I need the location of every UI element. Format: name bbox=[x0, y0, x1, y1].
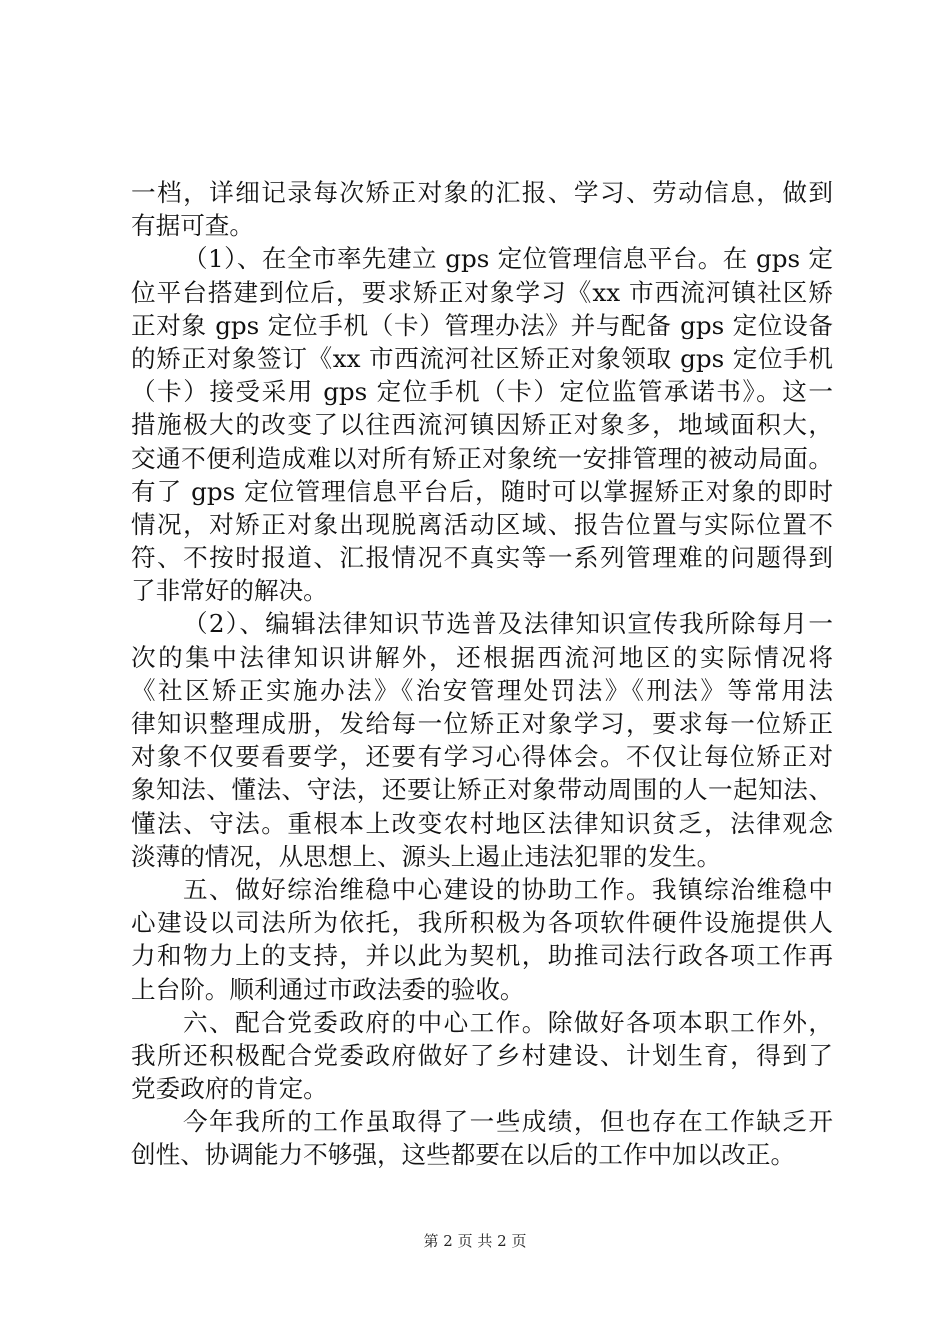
paragraph-line: 懂法、守法。重根本上改变农村地区法律知识贫乏，法律观念 bbox=[131, 808, 833, 838]
paragraph-line: 力和物力上的支持，并以此为契机，助推司法行政各项工作再 bbox=[131, 941, 833, 971]
paragraph-line: 淡薄的情况，从思想上、源头上遏止违法犯罪的发生。 bbox=[131, 841, 722, 871]
paragraph-line: 上台阶。顺利通过市政法委的验收。 bbox=[131, 974, 525, 1004]
page-footer: 第 2 页 共 2 页 bbox=[423, 1232, 527, 1250]
paragraph-line: 符、不按时报道、汇报情况不真实等一系列管理难的问题得到 bbox=[131, 543, 833, 573]
paragraph-line: 党委政府的肯定。 bbox=[131, 1074, 328, 1104]
paragraph-line: （1）、在全市率先建立 gps 定位管理信息平台。在 gps 定 bbox=[183, 244, 833, 274]
paragraph bbox=[131, 242, 833, 607]
paragraph-line: 有了 gps 定位管理信息平台后，随时可以掌握矫正对象的即时 bbox=[131, 476, 833, 506]
paragraph-line: 正对象 gps 定位手机（卡）管理办法》并与配备 gps 定位设备 bbox=[131, 310, 833, 340]
paragraph-line: 《社区矫正实施办法》《治安管理处罚法》《刑法》等常用法 bbox=[131, 675, 833, 705]
paragraph-line: 有据可查。 bbox=[131, 211, 254, 241]
paragraph-line: 措施极大的改变了以往西流河镇因矫正对象多，地域面积大， bbox=[131, 410, 833, 440]
paragraph-line: 情况，对矫正对象出现脱离活动区域、报告位置与实际位置不 bbox=[131, 509, 833, 539]
paragraph-line: 六、配合党委政府的中心工作。除做好各项本职工作外， bbox=[183, 1007, 833, 1037]
paragraph-line: 一档，详细记录每次矫正对象的汇报、学习、劳动信息，做到 bbox=[131, 178, 833, 207]
paragraph bbox=[131, 607, 833, 873]
paragraph-line: 律知识整理成册，发给每一位矫正对象学习，要求每一位矫正 bbox=[131, 709, 833, 738]
paragraph bbox=[131, 1105, 833, 1171]
paragraph-line: 交通不便利造成难以对所有矫正对象统一安排管理的被动局面。 bbox=[131, 443, 833, 473]
paragraph-line: 的矫正对象签订《xx 市西流河社区矫正对象领取 gps 定位手机 bbox=[131, 343, 833, 373]
paragraph-line: 五、做好综治维稳中心建设的协助工作。我镇综治维稳中 bbox=[183, 874, 833, 904]
paragraph bbox=[131, 1006, 833, 1106]
paragraph-line: 心建设以司法所为依托，我所积极为各项软件硬件设施提供人 bbox=[131, 908, 833, 938]
paragraph-line: 对象不仅要看要学，还要有学习心得体会。不仅让每位矫正对 bbox=[131, 742, 833, 772]
paragraph bbox=[131, 873, 833, 1006]
paragraph-line: （卡）接受采用 gps 定位手机（卡）定位监管承诺书》。这一 bbox=[131, 377, 833, 407]
paragraph-line: 次的集中法律知识讲解外，还根据西流河地区的实际情况将 bbox=[131, 642, 833, 672]
paragraph-line: 位平台搭建到位后，要求矫正对象学习《xx 市西流河镇社区矫 bbox=[131, 277, 833, 307]
document-body bbox=[131, 176, 833, 1172]
paragraph-line: 我所还积极配合党委政府做好了乡村建设、计划生育，得到了 bbox=[131, 1040, 833, 1070]
paragraph bbox=[131, 176, 833, 242]
paragraph-line: 今年我所的工作虽取得了一些成绩，但也存在工作缺乏开 bbox=[183, 1107, 833, 1137]
paragraph-line: 创性、协调能力不够强，这些都要在以后的工作中加以改正。 bbox=[131, 1140, 796, 1170]
paragraph-line: 了非常好的解决。 bbox=[131, 576, 328, 606]
paragraph-line: （2）、编辑法律知识节选普及法律知识宣传我所除每月一 bbox=[183, 609, 833, 639]
paragraph-line: 象知法、懂法、守法，还要让矫正对象带动周围的人一起知法、 bbox=[131, 775, 833, 805]
